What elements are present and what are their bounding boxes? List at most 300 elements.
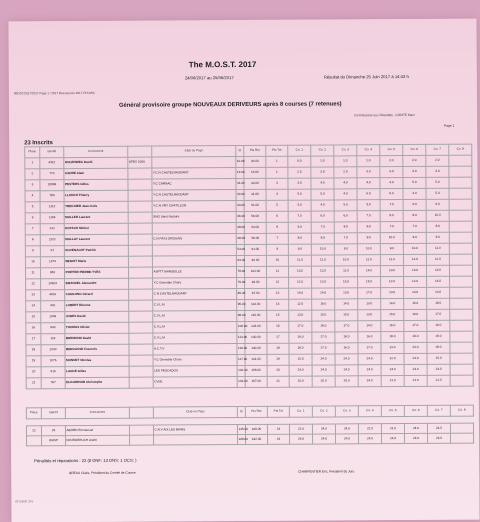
notes-cell [130,435,154,445]
pts-tot-cell: 130.00 [245,332,267,343]
header-club: Club ou Pays [152,146,236,158]
co7-cell: 13.0 [403,265,426,276]
co6-cell: 14.0 [381,299,404,310]
co5-cell: 1.0 [357,156,380,167]
unranked-table [26,423,474,447]
pts-ret-cell: 133.00 [237,376,245,387]
pts-ret-cell: 78.00 [236,266,244,277]
co5-cell: 24.0 [358,354,381,365]
co1-cell: 9 [266,244,288,255]
pts-tot-cell: 97.00 [245,288,267,299]
co6-cell: 21.0 [381,376,404,387]
concurrent-cell: MONNET Nicolas [65,355,129,366]
place-cell: 4 [25,191,40,202]
co3-cell: 20.0 [312,376,335,387]
penalties-note: Pénalités et réparations : 22 (8 DNF; 13 DNS; 1 OCS; ) [34,457,137,464]
notes-cell [129,355,153,366]
co1-cell: 11 [266,266,288,277]
co1-cell: 8 [266,222,288,233]
concurrent-cell: BREMOND David [65,333,129,344]
co6-cell: 13.0 [381,288,404,299]
pts-ret-cell: 48.00 [236,222,244,233]
co2-cell: 5.0 [288,189,311,200]
notes-cell [129,322,153,333]
pts-ret-cell: 80.00 [237,288,245,299]
co2-cell: 2.0 [288,167,311,178]
place-cell: 18 [26,345,41,356]
club-cell: C.N CASTELNAUDARY [153,289,237,301]
co6-cell: 6.0 [380,189,403,200]
club-cell: C.N PAYS DROUAIS [152,234,236,246]
pts-ret-cell: 48.00 [236,233,244,244]
co5-cell: 8.0 [357,222,380,233]
co6-cell: 10.0 [380,266,403,277]
place-cell: 13 [26,290,41,301]
co3-cell: 24.0 [313,434,336,444]
co2-cell: 24.0 [289,365,312,376]
concurrent-cell: PESTERS Gilles [64,179,128,190]
co3-cell: 24.0 [312,424,335,434]
pts-tot-cell: 102.00 [244,266,266,277]
co2-cell: 17.0 [289,321,312,332]
co8-cell: 17.0 [427,309,450,320]
notes-cell [129,425,153,435]
co3-cell: 17.0 [312,332,335,343]
place-cell: 10 [25,257,40,268]
co7-cell: 5.0 [403,177,426,188]
co8-cell: 15.0 [427,353,450,364]
header-co6: Co. 6 [403,144,426,155]
concurrent-cell: LANCE Gilles [65,366,129,377]
co3-cell: 12.0 [311,266,334,277]
bottom-header-place: Place [26,408,41,419]
co3-cell: 13.0 [312,277,335,288]
empty-cell [449,265,472,276]
empty-cell [449,155,472,166]
co3-cell: 18.0 [312,321,335,332]
co4-cell: 4.0 [334,189,357,200]
co3-cell: 4.0 [311,200,334,211]
header-co8: Co. 8 [449,144,472,155]
place-cell: 8 [25,235,40,246]
concurrent-cell: CADRE Alain [64,168,128,179]
co4-cell: 8.0 [334,222,357,233]
co1-cell: 18 [267,343,289,354]
identif-cell: 616 [41,367,65,378]
co4-cell: 10.0 [334,255,357,266]
club-cell: A.C.T.V [153,344,237,356]
club-cell [152,256,236,268]
notes-cell [129,333,153,344]
notes-cell [128,267,152,278]
empty-cell [450,353,473,364]
co1-cell: 17 [267,332,289,343]
bottom-header-q: Q [237,406,245,417]
club-cell [154,435,238,446]
club-cell [152,245,236,257]
co8-cell: 21.0 [427,375,450,386]
co8-cell: 9.0 [426,232,449,243]
co6-cell: 7.0 [380,222,403,233]
pts-ret-cell: 54.00 [236,244,244,255]
club-cell: SNO Saint Nazaire [152,212,236,224]
co5-cell: 5.0 [357,200,380,211]
co1-cell: 24 [267,424,289,434]
identif-cell: 119 [41,334,65,345]
notes-cell [128,223,152,234]
bottom-header-co2: Co. 2 [312,406,335,417]
bottom-header-co5: Co. 5 [381,406,404,417]
bottom-header-pts-tot: Pts Tot [267,406,289,417]
identif-cell: WASP [42,436,66,446]
identif-cell: 1474 [40,257,64,268]
co8-cell: 18.0 [427,298,450,309]
pts-ret-cell: 116.00 [237,343,245,354]
pts-tot-cell: 51.00 [244,200,266,211]
co1-cell: 19 [267,354,289,365]
club-cell: LES PESCADOU [153,366,237,378]
co5-cell: 16.0 [358,332,381,343]
notes-cell [128,190,152,201]
identif-cell: 1164 [40,213,64,224]
co3-cell: 14.0 [312,288,335,299]
identif-cell: 940 [41,323,65,334]
co2-cell: 3.0 [288,178,311,189]
co3-cell: 24.0 [312,354,335,365]
header-concurrent: Concurrent [64,146,128,157]
identif-cell: 312 [40,224,64,235]
pts-ret-cell: 96.00 [237,310,245,321]
co1-cell: 6 [266,211,288,222]
co3-cell: 15.0 [312,310,335,321]
place-cell: 15 [26,312,41,323]
co4-cell: 15.0 [335,277,358,288]
co6-cell: 12.0 [381,277,404,288]
place-cell: 9 [25,246,40,257]
co6-cell: 10.0 [380,233,403,244]
pts-tot-cell: 141.00 [245,354,267,365]
bottom-header-co7: Co. 7 [427,405,450,416]
co8-cell: 5.0 [426,188,449,199]
place-cell: 5 [25,202,40,213]
co1-cell: 24 [268,434,290,444]
co8-cell: 8.0 [426,221,449,232]
pts-ret-cell: 46.00 [236,211,244,222]
co5-cell: 14.0 [358,321,381,332]
co3-cell: 16.0 [312,299,335,310]
club-cell: C.V.L.M [153,322,237,334]
header-co1: Co. 1 [288,145,311,156]
co7-cell: 24.0 [404,342,427,353]
concurrent-cell: FRUEDERUCH André [66,435,130,445]
co7-cell: 24.0 [404,423,427,433]
bottom-header-club: Club ou Pays [153,407,237,419]
co6-cell: 24.0 [381,434,404,444]
co7-cell: 24.0 [404,364,427,375]
co8-cell: 6.0 [426,199,449,210]
co4-cell: 15.0 [335,310,358,321]
concurrent-cell: PFIRTER PIERRE-YVES [64,267,128,278]
place-cell: 3 [25,180,40,191]
co4-cell: 14.0 [335,299,358,310]
pts-ret-cell: 13.00 [236,167,244,178]
pts-ret-cell: 34.00 [236,200,244,211]
concurrent-cell: TREGUIER Jean-louis [64,201,128,212]
co4-cell: 4.0 [334,178,357,189]
notes-cell [129,366,153,377]
pts-ret-cell: 95.00 [237,299,245,310]
club-cell: Y.C.N CASTELNAUDARY [152,190,236,202]
header-co4: Co. 4 [357,145,380,156]
co7-cell: 8.0 [403,210,426,221]
co5-cell: 14.0 [357,266,380,277]
pts-ret-cell: 168.00 [238,434,246,444]
concurrent-cell: RUVENACHT Patrick [64,245,128,256]
pts-ret-cell: 145.00 [237,424,245,434]
pts-tot-cell: 20.00 [244,156,266,167]
co8-cell: 18.0 [427,342,450,353]
concurrent-cell: MALLAY Laurent [64,234,128,245]
bottom-header-blank [129,407,153,418]
co8-cell: 14.0 [427,276,450,287]
co7-cell: 7.0 [403,221,426,232]
place-cell: 17 [26,334,41,345]
notes-cell: SPEX 1000 [128,157,152,168]
co6-cell: 16.0 [381,321,404,332]
co8-cell: 14.0 [426,265,449,276]
pts-ret-cell: 132.00 [237,365,245,376]
place-cell: 11 [25,268,40,279]
identif-cell: 1036 [41,312,65,323]
co5-cell: 9.0 [357,233,380,244]
empty-cell [449,254,472,265]
co1-cell: 7 [266,233,288,244]
empty-cell [450,342,473,353]
identif-cell: 401 [41,301,65,312]
co7-cell: 2.0 [403,155,426,166]
co7-cell: 17.0 [404,320,427,331]
results-table [24,144,473,390]
pts-ret-cell: 79.00 [237,277,245,288]
co2-cell: 11.0 [288,255,311,266]
co2-cell: 18.0 [289,343,312,354]
result-time: Résultat du Dimanche 25 Juin 2017 à 14:43 h [323,73,409,80]
place-cell: 16 [26,323,41,334]
co2-cell: 7.0 [288,211,311,222]
co2-cell: 0.0 [288,156,311,167]
club-cell: C.V.L.M [153,300,237,312]
co4-cell: 9.0 [334,244,357,255]
club-cell: Y.C.N VRY CHATILLON [152,201,236,213]
identif-cell: 67 [40,246,64,257]
notes-cell [128,212,152,223]
co4-cell: 16.0 [335,343,358,354]
document-dates: 24/06/2017 au 25/06/2017 [184,75,234,81]
table-row [27,433,474,446]
co5-cell: 17.0 [358,288,381,299]
empty-cell [450,433,473,443]
co8-cell: 11.0 [426,243,449,254]
co7-cell: 4.0 [403,188,426,199]
pts-tot-cell: 58.00 [244,233,266,244]
header-co3: Co. 3 [334,145,357,156]
co6-cell: 11.0 [380,255,403,266]
place-cell: 6 [25,213,40,224]
identif-cell: 10624 [41,279,65,290]
co4-cell: 2.0 [334,167,357,178]
place-cell: 14 [26,301,41,312]
co1-cell: 3 [266,178,288,189]
notes-cell [128,245,152,256]
header-co5: Co. 5 [380,145,403,156]
bottom-header-co6: Co. 6 [404,405,427,416]
co4-cell: 20.0 [335,376,358,387]
co7-cell: 9.0 [403,232,426,243]
concurrent-cell: EMANUEL Alexandre [65,278,129,289]
tiny-header: (MOST/2017/2017 Page 1 / 2017 Ressources 2017 FFCAM) [13,90,95,96]
co8-cell: 24.0 [427,433,450,443]
co3-cell: 3.0 [311,167,334,178]
bottom-header-row [26,405,473,419]
pts-tot-cell: 15.00 [244,167,266,178]
notes-cell [129,289,153,300]
pts-ret-cell: 100.00 [237,321,245,332]
co3-cell: 5.0 [311,189,334,200]
concurrent-cell: ABORD Emmanuel [65,425,129,435]
co8-cell: 24.0 [427,423,450,433]
identif-cell: 1112 [40,202,64,213]
co1-cell: 5 [266,200,288,211]
place-cell: 19 [26,356,41,367]
co4-cell: 24.0 [336,434,359,444]
bottom-header-co8: Co. 8 [450,405,473,416]
co2-cell: 20.0 [289,376,312,387]
pts-tot-cell: 56.00 [244,211,266,222]
club-cell: Y.C.N CASTELNAUDARY [152,168,236,180]
co4-cell: 24.0 [335,424,358,434]
empty-cell [449,199,472,210]
identif-cell: 10806 [40,180,64,191]
empty-cell [450,375,473,386]
co2-cell: 12.0 [289,299,312,310]
co5-cell: 13.0 [358,310,381,321]
pts-tot-cell: 113.00 [245,299,267,310]
co3-cell: 24.0 [312,365,335,376]
co2-cell: 9.0 [288,244,311,255]
pts-tot-cell: 140.00 [245,343,267,354]
co1-cell: 10 [266,255,288,266]
identif-cell: 4312 [40,158,64,169]
place-cell: 2 [25,169,40,180]
co5-cell: 24.0 [358,365,381,376]
co6-cell: 15.0 [381,310,404,321]
co6-cell: 12.0 [381,354,404,365]
co5-cell: 15.0 [358,277,381,288]
co6-cell: 3.0 [380,167,403,178]
committee-label: Commissaire aux Résultats : COMTE Marc [354,112,416,118]
place-cell: 1 [25,158,40,169]
table-row [26,375,473,389]
document-title: The M.O.S.T. 2017 [188,59,257,70]
concurrent-cell: LLONCH Thierry [64,190,128,201]
co2-cell: 13.0 [289,310,312,321]
pts-tot-cell: 41.00 [244,189,266,200]
notes-cell [129,300,153,311]
co4-cell: 11.0 [334,266,357,277]
co6-cell: 24.0 [381,365,404,376]
co5-cell: 11.0 [357,255,380,266]
co1-cell: 21 [267,376,289,387]
header-co7: Co. 7 [426,144,449,155]
co5-cell: 6.0 [357,189,380,200]
co7-cell: 6.0 [403,199,426,210]
pts-tot-cell: 169.00 [245,424,267,434]
co3-cell: 4.0 [311,178,334,189]
notes-cell [129,311,153,322]
bottom-header-table [26,405,474,420]
co3-cell: 17.0 [312,343,335,354]
co3-cell: 6.0 [311,211,334,222]
co1-cell: 13 [267,288,289,299]
empty-cell [449,221,472,232]
co4-cell: 24.0 [335,365,358,376]
place-cell [27,436,42,446]
co2-cell: 12.0 [289,277,312,288]
co6-cell: 18.0 [381,332,404,343]
empty-cell [449,232,472,243]
concurrent-cell: BENOIT Maria [64,256,128,267]
empty-cell [450,423,473,433]
identif-cell: 767 [41,378,65,389]
co8-cell: 14.0 [427,287,450,298]
co5-cell: 10.0 [357,244,380,255]
header-identif: Identif [40,147,64,158]
co7-cell: 12.0 [404,276,427,287]
co7-cell: 3.0 [403,166,426,177]
co5-cell: 4.0 [357,178,380,189]
footer-left: (STUDIO .24 [15,499,32,504]
pts-tot-cell: 192.00 [246,434,268,444]
header-q: Q [236,145,244,156]
bottom-header-pts-ret: Pts Ret [245,406,267,417]
co3-cell: 7.0 [311,222,334,233]
co7-cell: 16.0 [404,309,427,320]
footer-text [15,499,33,503]
identif-cell: 2222 [40,235,64,246]
pts-ret-cell: 117.00 [237,354,245,365]
co2-cell: 13.0 [288,266,311,277]
concurrent-cell: LOBERT Etienne [65,300,129,311]
co7-cell: 19.0 [404,331,427,342]
co8-cell: 2.0 [426,155,449,166]
co7-cell: 10.0 [403,243,426,254]
document-subtitle: Général provisoire groupe NOUVEAUX DERIVEURS après 8 courses (7 retenues) [118,101,342,109]
bottom-header-co3: Co. 3 [335,406,358,417]
co8-cell: 11.0 [426,254,449,265]
co1-cell: 14 [267,299,289,310]
co4-cell: 7.0 [334,233,357,244]
co7-cell: 15.0 [404,298,427,309]
committee-signature: BREAU Claire, Président du Comité de Course [69,470,136,476]
pts-ret-cell: 10.00 [236,156,244,167]
identif-cell: 29 [41,426,65,436]
co2-cell: 6.0 [288,222,311,233]
co6-cell: 21.0 [381,424,404,434]
co2-cell: 15.0 [289,354,312,365]
empty-cell [450,309,473,320]
club-cell: ASPTT MARSEILLE [152,267,236,279]
place-cell: 22 [26,426,41,436]
